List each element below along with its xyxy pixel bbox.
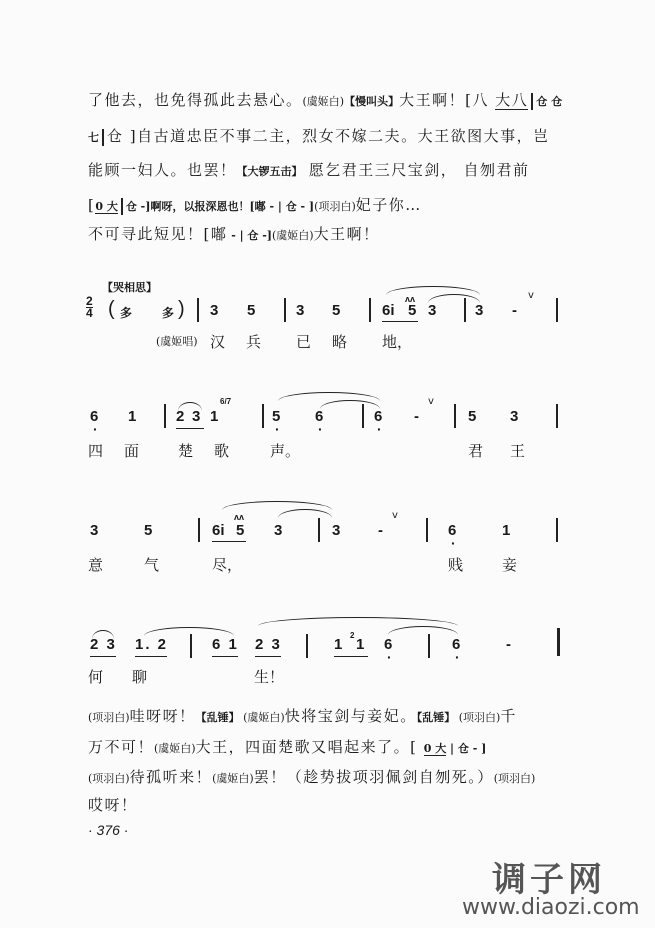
singer-label: (虞姬唱) bbox=[156, 335, 198, 348]
slur bbox=[144, 627, 234, 636]
slur bbox=[258, 617, 458, 626]
beam bbox=[255, 656, 281, 657]
text: 大王啊！[八 bbox=[399, 91, 496, 109]
barline bbox=[531, 93, 533, 110]
note: 1 bbox=[128, 408, 137, 425]
text: 万不可！ bbox=[88, 738, 155, 756]
percussion-beat: 仓 仓 bbox=[536, 95, 563, 108]
text: 罢！（趁势拔项羽佩剑自刎死。） bbox=[253, 768, 494, 786]
note: 6 · bbox=[448, 522, 456, 540]
prose-bottom-line-1 bbox=[88, 706, 517, 728]
barline bbox=[362, 404, 364, 428]
barline bbox=[190, 634, 192, 658]
speaker-note: (项羽白) bbox=[455, 711, 501, 724]
beam bbox=[212, 541, 246, 542]
note: 5 bbox=[408, 302, 417, 319]
beam bbox=[212, 656, 238, 657]
text: 妃子你… bbox=[355, 196, 422, 214]
dash: - bbox=[506, 636, 511, 653]
lyric: 声。 bbox=[270, 442, 301, 460]
note: 1 bbox=[502, 522, 511, 539]
lyric: 生！ bbox=[254, 668, 285, 686]
speaker-note: (项羽白) bbox=[88, 772, 130, 785]
prose-line-1 bbox=[88, 90, 562, 112]
trill-icon: ʌʌ bbox=[405, 294, 416, 304]
slur bbox=[278, 392, 380, 401]
note: 6 · bbox=[90, 408, 98, 426]
lyric: 意 bbox=[88, 556, 104, 574]
grace-note: 2 bbox=[350, 631, 355, 640]
speaker-note: (项羽白) bbox=[88, 711, 130, 724]
note: 多 bbox=[120, 306, 133, 320]
prose-line-3 bbox=[88, 160, 530, 182]
speaker-note: (虞姬白) bbox=[212, 772, 254, 785]
trill-icon: ʌʌ bbox=[234, 512, 245, 522]
note: 5 bbox=[332, 302, 341, 319]
watermark-url: www.diaozi.com bbox=[462, 895, 640, 920]
barline bbox=[284, 298, 286, 322]
note: 1 bbox=[356, 636, 365, 653]
percussion-label: 【乱锤】 bbox=[195, 711, 240, 724]
note: 6 · bbox=[315, 408, 323, 426]
note: 5 · bbox=[272, 408, 280, 426]
time-signature bbox=[86, 296, 93, 319]
text: 了他去，也免得孤此去悬心。 bbox=[88, 91, 303, 109]
barline bbox=[428, 634, 430, 658]
note: 5 bbox=[236, 522, 245, 539]
note: 5 bbox=[144, 522, 153, 539]
text: 大王啊！ bbox=[313, 225, 380, 243]
grace-note: 6/7 bbox=[220, 397, 232, 406]
beam bbox=[382, 321, 418, 322]
dash: - bbox=[414, 408, 419, 425]
beam bbox=[334, 656, 368, 657]
barline bbox=[197, 298, 199, 322]
speaker-note: (虞姬白) bbox=[154, 742, 196, 755]
lyric: 已 bbox=[296, 333, 312, 351]
prose-line-2 bbox=[88, 126, 550, 148]
speaker-note: (项羽白) bbox=[493, 772, 536, 785]
prose-line-4 bbox=[88, 195, 422, 217]
note: 2 3 bbox=[255, 636, 282, 653]
barline bbox=[164, 404, 166, 428]
page-number: · 376 · bbox=[88, 822, 129, 838]
note: 6i bbox=[212, 522, 225, 539]
percussion-beat: 0 大 bbox=[95, 200, 118, 213]
barline bbox=[121, 198, 123, 215]
dash: - bbox=[512, 302, 517, 319]
speaker-note: (项羽白) bbox=[314, 200, 356, 213]
barline bbox=[198, 518, 200, 542]
percussion-beat: 七 bbox=[88, 131, 99, 144]
lyric: 君 bbox=[468, 442, 484, 460]
beam bbox=[135, 656, 167, 657]
text: 哇呀呀！ bbox=[129, 707, 196, 725]
text: 千 bbox=[500, 707, 517, 725]
prose-bottom-line-2 bbox=[88, 737, 486, 759]
note: 多 bbox=[162, 306, 175, 320]
text: 待孤听来！ bbox=[129, 768, 213, 786]
barline bbox=[454, 404, 456, 428]
tie bbox=[320, 400, 380, 409]
note: 2 bbox=[176, 408, 185, 425]
text: 不可寻此短见！[嘟 bbox=[88, 225, 228, 243]
note: 3 bbox=[296, 302, 305, 319]
note: 6 · bbox=[384, 636, 392, 654]
watermark-name: 调子网 bbox=[492, 860, 606, 900]
tie bbox=[388, 626, 458, 635]
note: 1 bbox=[334, 636, 343, 653]
note: 3 bbox=[428, 302, 437, 319]
lyric: 尽， bbox=[212, 556, 243, 574]
beam bbox=[176, 428, 204, 429]
lyric: 何 bbox=[88, 668, 104, 686]
note: 3 bbox=[90, 522, 99, 539]
note: 3 bbox=[192, 408, 201, 425]
barline bbox=[426, 518, 428, 542]
barline bbox=[102, 129, 104, 146]
barline bbox=[369, 298, 371, 322]
lyric: 汉 bbox=[210, 333, 226, 351]
barline bbox=[556, 298, 558, 322]
tie bbox=[278, 509, 332, 518]
note: 6 · bbox=[374, 408, 382, 426]
text: 哎呀！ bbox=[88, 796, 138, 814]
barline bbox=[464, 298, 466, 322]
text: [ bbox=[88, 196, 96, 214]
barline bbox=[318, 518, 320, 542]
note: 2 3 bbox=[90, 636, 117, 653]
text: 大王，四面楚歌又唱起来了。[ bbox=[195, 738, 424, 756]
breath-mark: v bbox=[528, 290, 534, 301]
lyric: 妾 bbox=[502, 556, 518, 574]
percussion-beat: 0 大 bbox=[423, 742, 447, 755]
barline bbox=[262, 404, 264, 428]
note: 1. 2 bbox=[135, 636, 169, 653]
barline bbox=[306, 634, 308, 658]
lyric: 王 bbox=[510, 442, 526, 460]
dash: - bbox=[378, 522, 383, 539]
lyric: 气 bbox=[144, 556, 160, 574]
prose-line-5 bbox=[88, 224, 380, 246]
paren: ) bbox=[178, 298, 185, 320]
lyric: 略 bbox=[332, 333, 348, 351]
note: 1 bbox=[210, 408, 219, 425]
percussion-label: 【乱锤】 bbox=[416, 711, 456, 724]
text: 仓 ]自古道忠臣不事二主，烈女不嫁二夫。大王欲图大事，岂 bbox=[107, 127, 550, 145]
lyric: 面 bbox=[124, 442, 140, 460]
note: 6 1 bbox=[212, 636, 239, 653]
note: 5 bbox=[468, 408, 477, 425]
note: 3 bbox=[510, 408, 519, 425]
tune-label: 【哭相思】 bbox=[102, 281, 157, 294]
lyric: 四 bbox=[88, 442, 104, 460]
slur bbox=[386, 286, 480, 295]
lyric: 兵 bbox=[246, 333, 262, 351]
percussion-label: 【慢叫头】 bbox=[344, 95, 400, 108]
note: 5 bbox=[247, 302, 256, 319]
text: 愿乞君王三尺宝剑， 自刎君前 bbox=[302, 161, 530, 179]
prose-bottom-line-3 bbox=[88, 767, 535, 789]
breath-mark: v bbox=[392, 510, 398, 521]
lyric: 楚 bbox=[178, 442, 194, 460]
percussion-beat: - | 仓 - ] bbox=[265, 200, 315, 213]
lyric: 聊 bbox=[132, 668, 148, 686]
lyric: 贱 bbox=[448, 556, 464, 574]
note: 3 bbox=[274, 522, 283, 539]
barline bbox=[556, 518, 558, 542]
lyric: 地， bbox=[382, 333, 413, 351]
percussion-beat: | 仓 - ] bbox=[446, 742, 487, 755]
barline bbox=[556, 404, 558, 428]
prose-bottom-line-4 bbox=[88, 795, 138, 815]
percussion-label: 【大锣五击】 bbox=[236, 165, 303, 178]
ts-top: 2 bbox=[86, 294, 93, 308]
note: 3 bbox=[332, 522, 341, 539]
text: 仓 -]啊呀，以报深恩也！[嘟 bbox=[125, 200, 266, 213]
note: 3 bbox=[210, 302, 219, 319]
note: 6 · bbox=[452, 636, 460, 654]
lyric: 歌 bbox=[214, 442, 230, 460]
paren: ( bbox=[108, 298, 115, 320]
beam bbox=[90, 656, 116, 657]
speaker-note: (虞姬白) bbox=[239, 711, 285, 724]
note: 3 bbox=[475, 302, 484, 319]
note: 6i bbox=[382, 302, 395, 319]
speaker-note: (虞姬白) bbox=[272, 229, 314, 242]
percussion-beat: - | 仓 -] bbox=[227, 229, 273, 242]
percussion-beat: 大八 bbox=[495, 91, 529, 109]
breath-mark: v bbox=[428, 396, 434, 407]
ts-bottom: 4 bbox=[86, 306, 93, 320]
speaker-note: (虞姬白) bbox=[302, 95, 345, 108]
final-barline bbox=[557, 628, 560, 656]
text: 快将宝剑与妾妃。 bbox=[284, 707, 417, 725]
text: 能顾一妇人。也罢！ bbox=[88, 161, 237, 179]
